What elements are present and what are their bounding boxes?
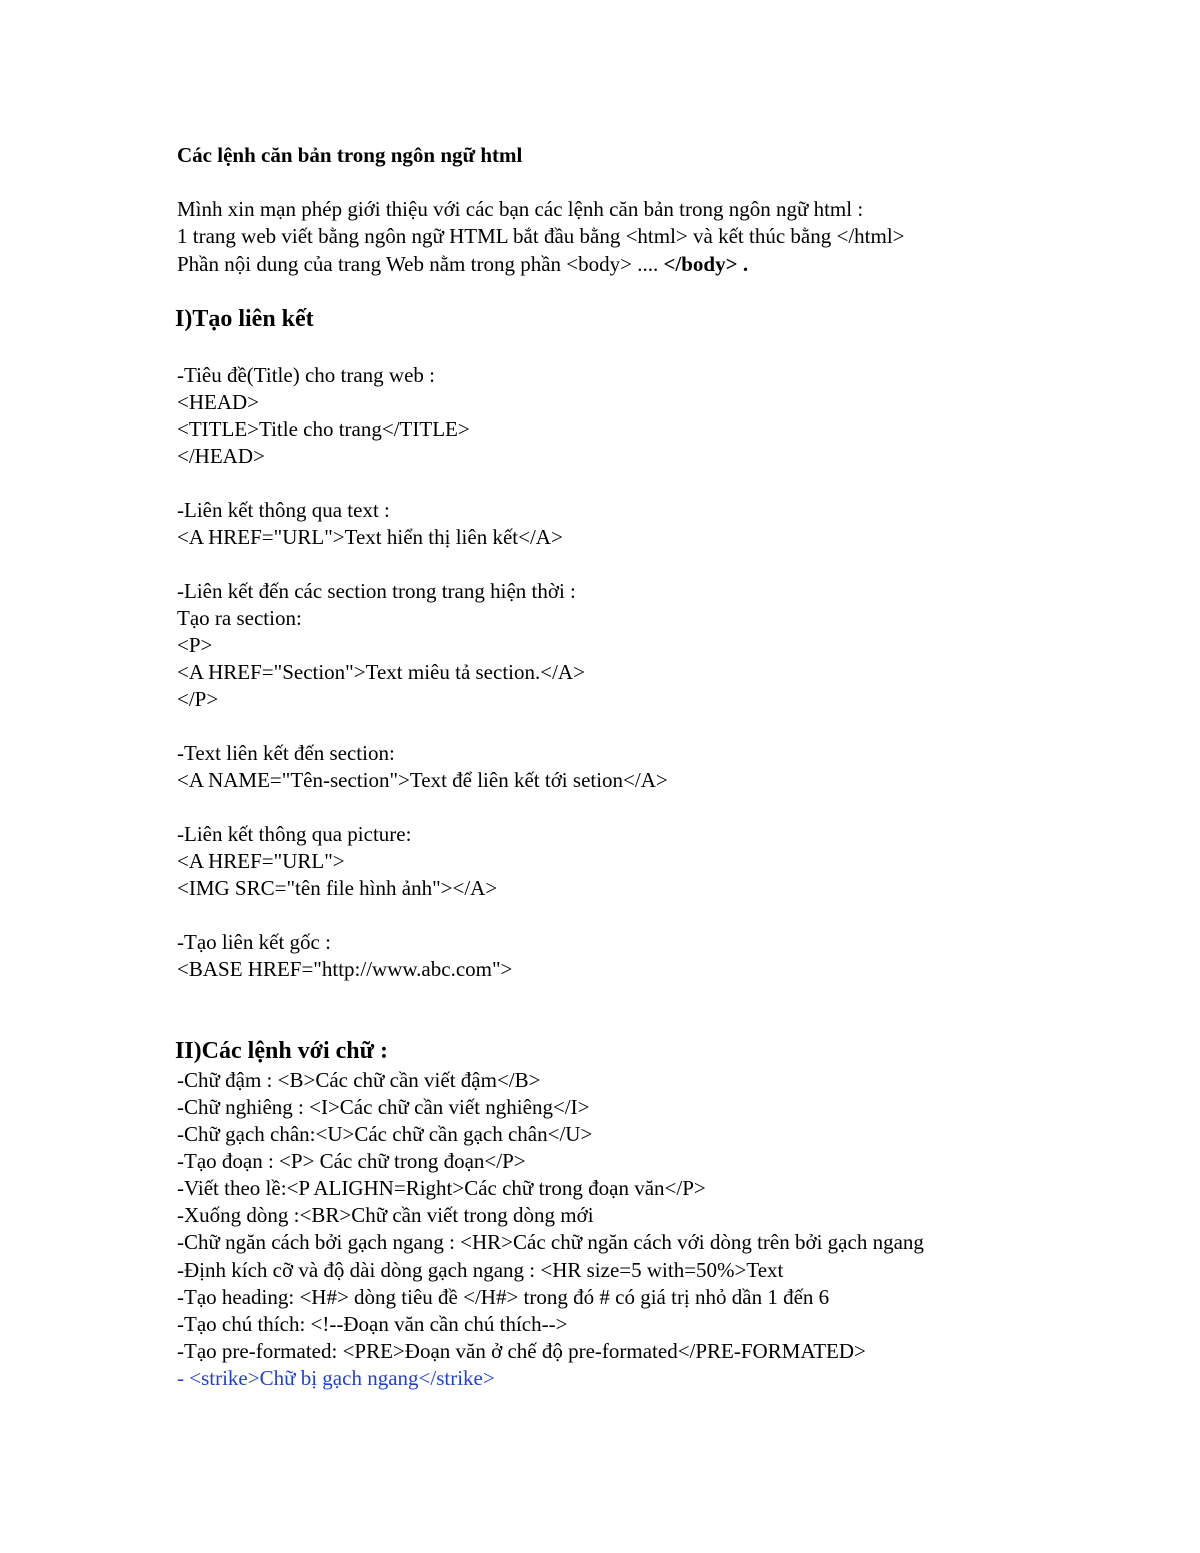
section-1-line: <A NAME="Tên-section">Text để liên kết tới setion</A> — [177, 768, 668, 792]
intro-line — [177, 251, 748, 278]
section-2-line: -Chữ đậm : <B>Các chữ cần viết đậm</B> — [177, 1068, 541, 1092]
section-2-line: -Tạo chú thích: <!--Đoạn văn cần chú thích--> — [177, 1312, 568, 1336]
section-1-line: -Liên kết thông qua text : — [177, 498, 390, 522]
section-1-line: -Liên kết thông qua picture: — [177, 822, 412, 846]
intro-line: Mình xin mạn phép giới thiệu với các bạn các lệnh căn bản trong ngôn ngữ html : — [177, 197, 864, 221]
strike-example-line: - <strike>Chữ bị gạch ngang</strike> — [177, 1366, 495, 1390]
section-2-line: -Tạo heading: <H#> dòng tiêu đề </H#> trong đó # có giá trị nhỏ dần 1 đến 6 — [177, 1285, 830, 1309]
section-1-line: -Text liên kết đến section: — [177, 741, 395, 765]
document-title: Các lệnh căn bản trong ngôn ngữ html — [177, 143, 523, 167]
section-2-heading: II)Các lệnh với chữ : — [175, 1038, 389, 1064]
section-2-line: -Tạo đoạn : <P> Các chữ trong đoạn</P> — [177, 1149, 526, 1173]
section-1-line: <TITLE>Title cho trang</TITLE> — [177, 417, 470, 441]
section-1-line: <A HREF="URL">Text hiển thị liên kết</A> — [177, 525, 563, 549]
section-2-line: -Chữ gạch chân:<U>Các chữ cần gạch chân</U> — [177, 1122, 593, 1146]
intro-text: Phần nội dung của trang Web nằm trong phần <body> .... — [177, 252, 664, 276]
section-1-line: </P> — [177, 687, 219, 711]
section-1-line: <A HREF="URL"> — [177, 849, 345, 873]
section-2-line: -Tạo pre-formated: <PRE>Đoạn văn ở chế độ pre-formated</PRE-FORMATED> — [177, 1339, 866, 1363]
section-1-line: <HEAD> — [177, 390, 260, 414]
section-2-line: -Viết theo lề:<P ALIGHN=Right>Các chữ trong đoạn văn</P> — [177, 1176, 706, 1200]
section-1-line: -Tiêu đề(Title) cho trang web : — [177, 363, 435, 387]
section-1-line: -Liên kết đến các section trong trang hiện thời : — [177, 579, 576, 603]
section-2-line: -Xuống dòng :<BR>Chữ cần viết trong dòng mới — [177, 1203, 594, 1227]
section-2-line: -Chữ ngăn cách bởi gạch ngang : <HR>Các chữ ngăn cách với dòng trên bởi gạch ngang — [177, 1230, 924, 1254]
section-1-line: Tạo ra section: — [177, 606, 302, 630]
section-1-line: <A HREF="Section">Text miêu tả section.</A> — [177, 660, 585, 684]
section-1-line: <P> — [177, 633, 213, 657]
section-1-line: <BASE HREF="http://www.abc.com"> — [177, 957, 513, 981]
section-1-line: <IMG SRC="tên file hình ảnh"></A> — [177, 876, 498, 900]
section-1-line: </HEAD> — [177, 444, 265, 468]
intro-line: 1 trang web viết bằng ngôn ngữ HTML bắt đầu bằng <html> và kết thúc bằng </html> — [177, 224, 905, 248]
section-1-heading: I)Tạo liên kết — [175, 306, 314, 332]
intro-body-close: </body> . — [663, 252, 749, 276]
section-2-line: -Chữ nghiêng : <I>Các chữ cần viết nghiêng</I> — [177, 1095, 590, 1119]
section-2-line: -Định kích cỡ và độ dài dòng gạch ngang : <HR size=5 with=50%>Text — [177, 1258, 784, 1282]
section-1-line: -Tạo liên kết gốc : — [177, 930, 331, 954]
